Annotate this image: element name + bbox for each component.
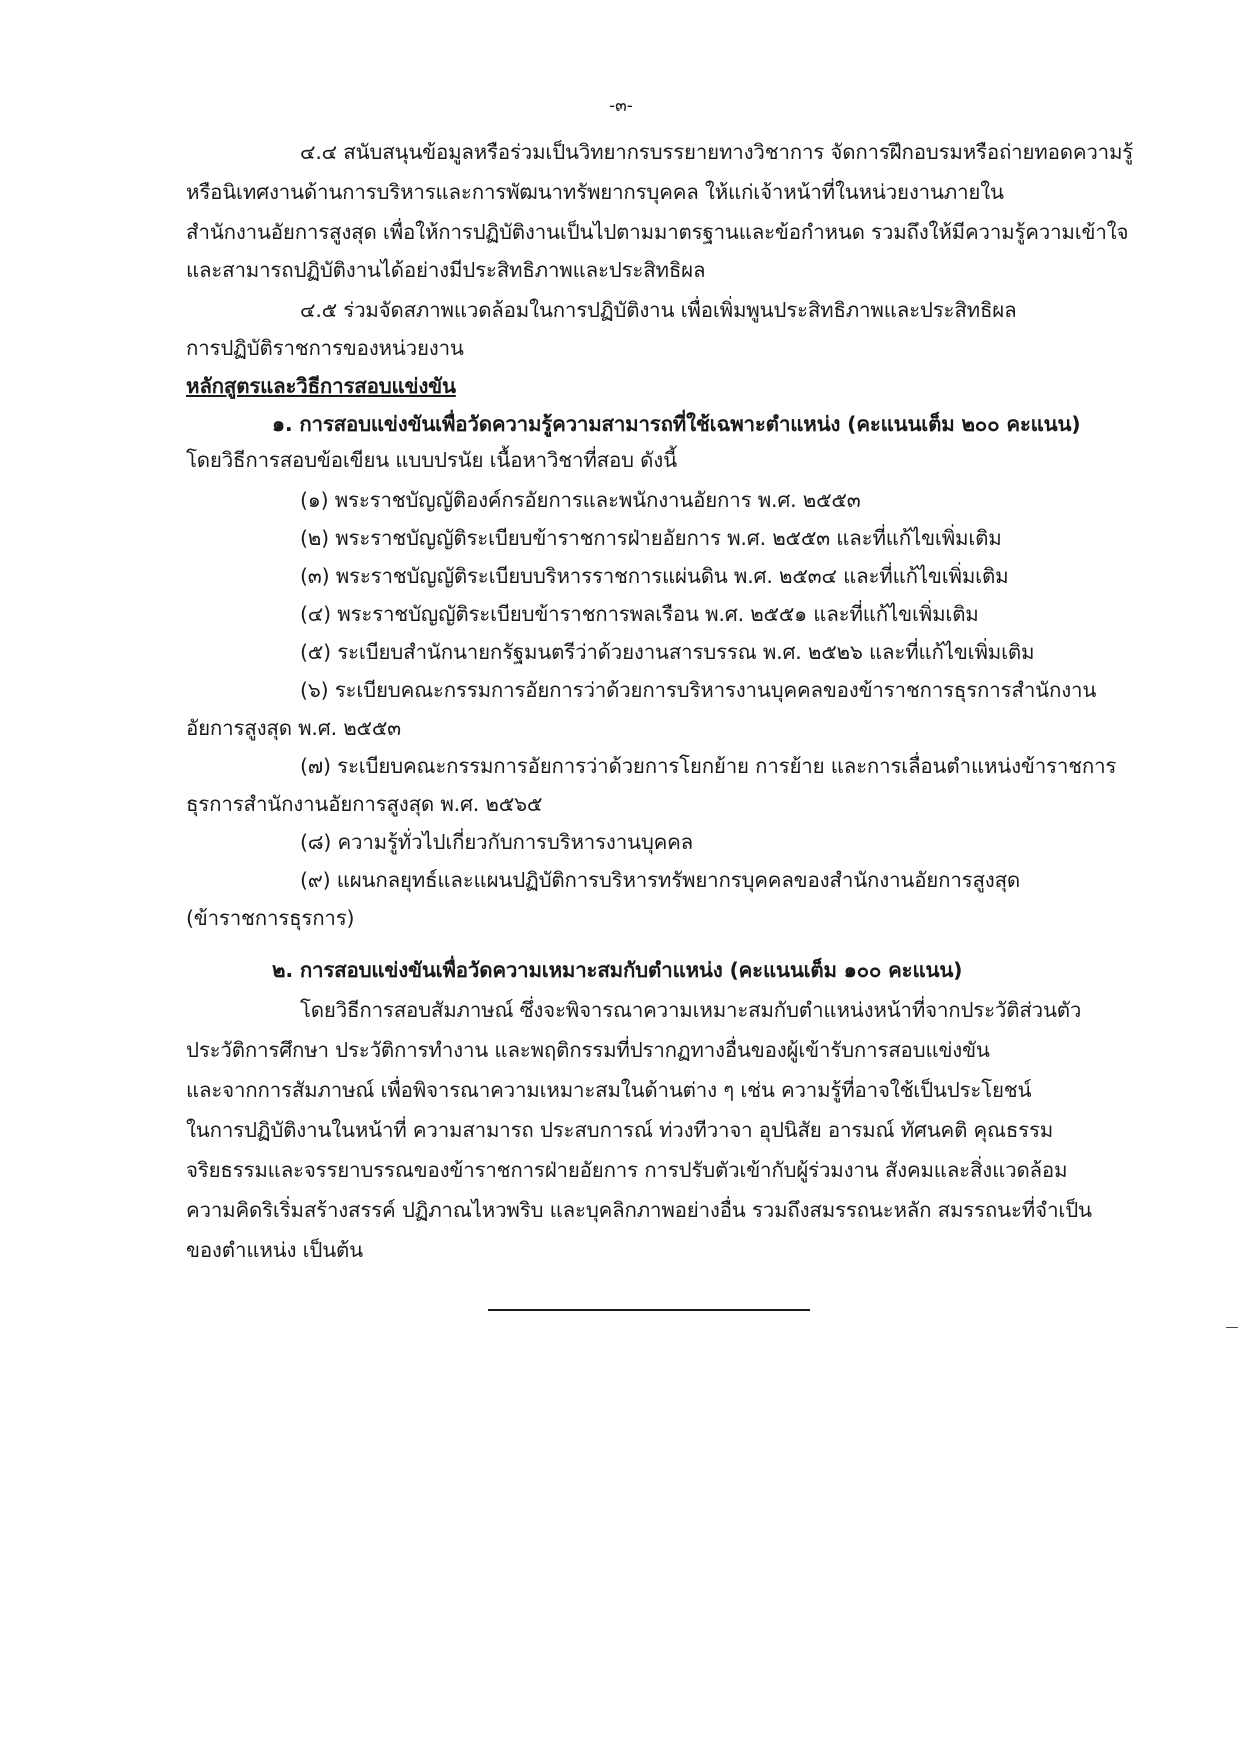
exam1-intro: โดยวิธีการสอบข้อเขียน แบบปรนัย เนื้อหาวิชาที่สอบ ดังนี้ — [186, 448, 677, 472]
exam1-item-2: (๒) พระราชบัญญัติระเบียบข้าราชการฝ่ายอัยการ พ.ศ. ๒๕๕๓ และที่แก้ไขเพิ่มเติม — [300, 526, 1002, 550]
exam1-item-7a: (๗) ระเบียบคณะกรรมการอัยการว่าด้วยการโยกย้าย การย้าย และการเลื่อนตำแหน่งข้าราชการ — [300, 754, 1117, 778]
exam2-para-line-1: โดยวิธีการสอบสัมภาษณ์ ซึ่งจะพิจารณาความเหมาะสมกับตำแหน่งหน้าที่จากประวัติส่วนตัว — [300, 998, 1082, 1022]
exam2-para-line-4: ในการปฏิบัติงานในหน้าที่ ความสามารถ ประสบการณ์ ท่วงทีวาจา อุปนิสัย อารมณ์ ทัศนคติ คุณธรรม — [186, 1118, 1054, 1142]
exam1-item-9b: (ข้าราชการธุรการ) — [186, 906, 355, 930]
sec44-line-4: และสามารถปฏิบัติงานได้อย่างมีประสิทธิภาพและประสิทธิผล — [186, 258, 706, 282]
exam2-title: ๒. การสอบแข่งขันเพื่อวัดความเหมาะสมกับตำแหน่ง (คะแนนเต็ม ๑๐๐ คะแนน) — [272, 958, 963, 982]
exam1-item-8: (๘) ความรู้ทั่วไปเกี่ยวกับการบริหารงานบุคคล — [300, 830, 694, 854]
page-number: -๓- — [609, 96, 633, 116]
sec44-line-1: ๔.๔ สนับสนุนข้อมูลหรือร่วมเป็นวิทยากรบรรยายทางวิชาการ จัดการฝึกอบรมหรือถ่ายทอดความรู้ — [300, 140, 1134, 164]
exam2-para-line-2: ประวัติการศึกษา ประวัติการทำงาน และพฤติกรรมที่ปรากฏทางอื่นของผู้เข้ารับการสอบแข่งขัน — [186, 1038, 990, 1062]
sec44-line-3: สำนักงานอัยการสูงสุด เพื่อให้การปฏิบัติงานเป็นไปตามมาตรฐานและข้อกำหนด รวมถึงให้มีความรู้ความเข้าใจ — [186, 220, 1129, 244]
exam2-para-line-5: จริยธรรมและจรรยาบรรณของข้าราชการฝ่ายอัยการ การปรับตัวเข้ากับผู้ร่วมงาน สังคมและสิ่งแวดล้อม — [186, 1158, 1068, 1182]
exam2-para-line-6: ความคิดริเริ่มสร้างสรรค์ ปฏิภาณไหวพริบ และบุคลิกภาพอย่างอื่น รวมถึงสมรรถนะหลัก สมรรถนะที่จำเป็น — [186, 1198, 1092, 1222]
exam1-item-3: (๓) พระราชบัญญัติระเบียบบริหารราชการแผ่นดิน พ.ศ. ๒๕๓๔ และที่แก้ไขเพิ่มเติม — [300, 564, 1009, 588]
scan-edge-mark — [1226, 1327, 1238, 1328]
closing-divider — [488, 1309, 810, 1311]
exam1-item-5: (๕) ระเบียบสำนักนายกรัฐมนตรีว่าด้วยงานสารบรรณ พ.ศ. ๒๕๒๖ และที่แก้ไขเพิ่มเติม — [300, 640, 1035, 664]
exam1-item-6b: อัยการสูงสุด พ.ศ. ๒๕๕๓ — [186, 716, 401, 740]
sec44-line-2: หรือนิเทศงานด้านการบริหารและการพัฒนาทรัพยากรบุคคล ให้แก่เจ้าหน้าที่ในหน่วยงานภายใน — [186, 180, 1004, 204]
exam2-para-line-7: ของตำแหน่ง เป็นต้น — [186, 1238, 363, 1262]
exam1-item-9a: (๙) แผนกลยุทธ์และแผนปฏิบัติการบริหารทรัพยากรบุคคลของสำนักงานอัยการสูงสุด — [300, 868, 1021, 892]
sec45-line-1: ๔.๕ ร่วมจัดสภาพแวดล้อมในการปฏิบัติงาน เพื่อเพิ่มพูนประสิทธิภาพและประสิทธิผล — [300, 298, 1017, 322]
exam1-title: ๑. การสอบแข่งขันเพื่อวัดความรู้ความสามารถที่ใช้เฉพาะตำแหน่ง (คะแนนเต็ม ๒๐๐ คะแนน) — [272, 412, 1081, 436]
exam1-item-4: (๔) พระราชบัญญัติระเบียบข้าราชการพลเรือน พ.ศ. ๒๕๕๑ และที่แก้ไขเพิ่มเติม — [300, 602, 979, 626]
exam1-item-7b: ธุรการสำนักงานอัยการสูงสุด พ.ศ. ๒๕๖๕ — [186, 792, 543, 816]
sec45-line-2: การปฏิบัติราชการของหน่วยงาน — [186, 336, 464, 360]
exam1-item-6a: (๖) ระเบียบคณะกรรมการอัยการว่าด้วยการบริหารงานบุคคลของข้าราชการธุรการสำนักงาน — [300, 678, 1097, 702]
section-heading: หลักสูตรและวิธีการสอบแข่งขัน — [186, 374, 456, 398]
exam1-item-1: (๑) พระราชบัญญัติองค์กรอัยการและพนักงานอัยการ พ.ศ. ๒๕๕๓ — [300, 488, 861, 512]
exam2-para-line-3: และจากการสัมภาษณ์ เพื่อพิจารณาความเหมาะสมในด้านต่าง ๆ เช่น ความรู้ที่อาจใช้เป็นประโยชน์ — [186, 1078, 1032, 1102]
